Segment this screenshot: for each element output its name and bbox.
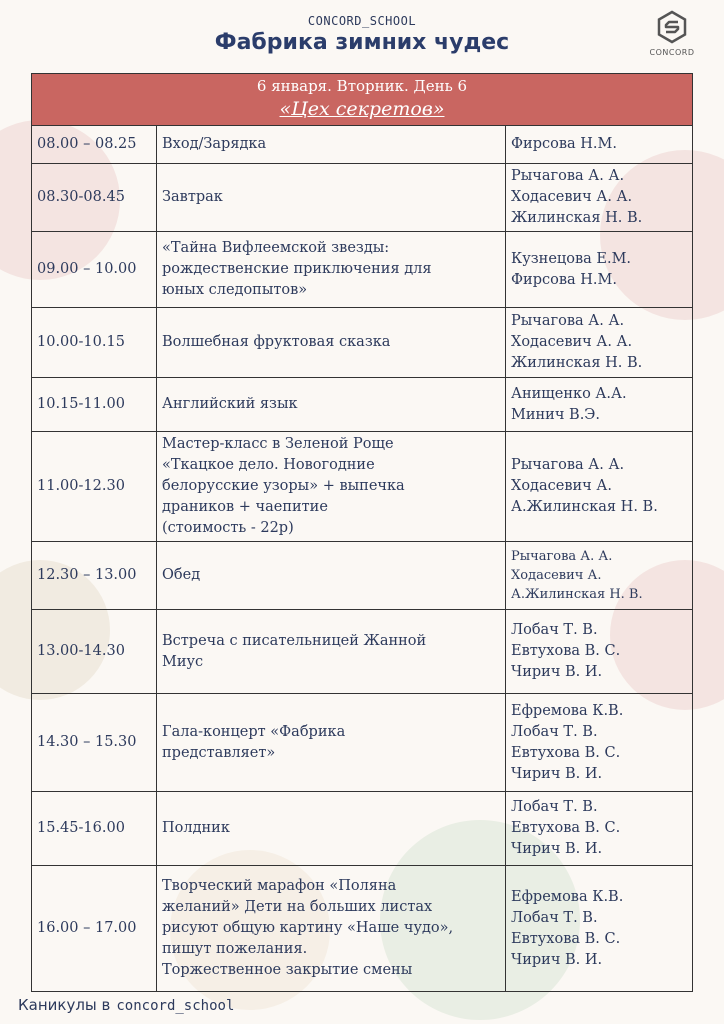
responsible-person: Евтухова В. С. [511, 820, 621, 836]
table-row [32, 164, 693, 232]
responsible-person: Рычагова А. А. [511, 457, 625, 473]
responsible-person: Лобач Т. В. [511, 723, 598, 740]
table-row [32, 378, 693, 432]
activity-line: Торжественное закрытие смены [162, 962, 413, 978]
table-row [32, 792, 693, 866]
responsible-person: Лобач Т. В. [511, 799, 598, 815]
activity-cell [157, 232, 506, 308]
table-row [32, 308, 693, 378]
responsible-cell [506, 792, 693, 866]
activity-cell [157, 432, 506, 542]
table-row [32, 610, 693, 694]
activity-line: Вход/Зарядка [162, 136, 267, 152]
table-row [32, 232, 693, 308]
responsible-person: Ходасевич А. А. [511, 334, 633, 350]
time-cell: 14.30 – 15.30 [32, 694, 157, 792]
activity-cell [157, 164, 506, 232]
responsible-cell [506, 164, 693, 232]
schedule-table [31, 73, 693, 992]
footer-label: Каникулы в [18, 996, 111, 1014]
responsible-cell [506, 694, 693, 792]
responsible-person: Ефремова К.В. [511, 702, 624, 719]
responsible-cell [506, 378, 693, 432]
activity-cell [157, 610, 506, 694]
responsible-person: Рычагова А. А. [511, 313, 625, 329]
responsible-cell [506, 126, 693, 164]
responsible-cell [506, 610, 693, 694]
activity-line: Обед [162, 567, 201, 583]
responsible-person: Фирсова Н.М. [511, 271, 617, 288]
activity-line: желаний» Дети на больших листах [162, 899, 433, 915]
responsible-person: Ходасевич А. [511, 568, 602, 583]
table-row [32, 126, 693, 164]
responsible-person: Кузнецова Е.М. [511, 250, 632, 267]
activity-line: рисуют общую картину «Наше чудо», [162, 920, 454, 936]
activity-cell [157, 542, 506, 610]
time-cell: 08.00 – 08.25 [32, 126, 157, 164]
time-cell: 13.00-14.30 [32, 610, 157, 694]
activity-cell [157, 694, 506, 792]
responsible-cell [506, 866, 693, 992]
responsible-person: Евтухова В. С. [511, 643, 621, 659]
schedule-header [32, 74, 693, 126]
activity-line: Творческий марафон «Поляна [162, 878, 397, 894]
activity-line: Завтрак [162, 189, 223, 205]
concord-logo-icon [655, 10, 689, 44]
responsible-person: Лобач Т. В. [511, 909, 598, 926]
responsible-cell [506, 432, 693, 542]
activity-line: «Ткацкое дело. Новогодние [162, 457, 375, 473]
activity-line: «Тайна Вифлеемской звезды: [162, 240, 390, 256]
responsible-person: Ефремова К.В. [511, 888, 624, 905]
responsible-person: Евтухова В. С. [511, 930, 621, 947]
concord-logo [648, 10, 696, 57]
table-row [32, 866, 693, 992]
responsible-cell [506, 232, 693, 308]
activity-line: представляет» [162, 744, 276, 761]
time-cell: 10.00-10.15 [32, 308, 157, 378]
responsible-cell [506, 542, 693, 610]
day-line: 6 января. Вторник. День 6 [256, 77, 468, 95]
footer [18, 996, 234, 1014]
time-cell: 10.15-11.00 [32, 378, 157, 432]
activity-line: белорусские узоры» + выпечка [162, 478, 405, 494]
activity-line: Английский язык [162, 396, 298, 412]
activity-cell [157, 126, 506, 164]
activity-line: юных следопытов» [162, 282, 308, 298]
responsible-person: Чирич В. И. [511, 664, 603, 680]
responsible-person: Ходасевич А. [511, 478, 612, 494]
table-row [32, 694, 693, 792]
responsible-cell [506, 308, 693, 378]
responsible-person: Минич В.Э. [511, 406, 601, 423]
time-cell: 12.30 – 13.00 [32, 542, 157, 610]
activity-line: Гала-концерт «Фабрика [162, 723, 346, 740]
activity-line: рождественские приключения для [162, 261, 432, 277]
time-cell: 16.00 – 17.00 [32, 866, 157, 992]
responsible-person: Чирич В. И. [511, 951, 603, 968]
time-cell: 08.30-08.45 [32, 164, 157, 232]
activity-cell [157, 308, 506, 378]
schedule-header-row [32, 74, 693, 126]
responsible-person: Чирич В. И. [511, 765, 603, 782]
responsible-person: Евтухова В. С. [511, 744, 621, 761]
logo-caption: CONCORD [649, 48, 695, 57]
responsible-person: Жилинская Н. В. [511, 210, 643, 226]
footer-handle: concord_school [116, 998, 235, 1014]
activity-line: пишут пожелания. [162, 941, 308, 957]
responsible-person: Чирич В. И. [511, 841, 603, 857]
responsible-person: А.Жилинская Н. В. [511, 499, 658, 515]
responsible-person: Ходасевич А. А. [511, 189, 633, 205]
activity-line: Полдник [162, 820, 230, 836]
activity-cell [157, 378, 506, 432]
responsible-person: Рычагова А. А. [511, 549, 613, 564]
day-theme: «Цех секретов» [279, 98, 445, 120]
activity-line: драников + чаепитие [162, 499, 328, 515]
activity-line: Мастер-класс в Зеленой Роще [162, 436, 394, 452]
activity-line: (стоимость - 22р) [162, 520, 294, 536]
responsible-person: Анищенко А.А. [511, 385, 627, 402]
time-cell: 11.00-12.30 [32, 432, 157, 542]
activity-cell [157, 866, 506, 992]
activity-line: Встреча с писательницей Жанной [162, 632, 427, 649]
brand-name: CONCORD_SCHOOL [307, 14, 417, 28]
table-row [32, 432, 693, 542]
responsible-person: А.Жилинская Н. В. [511, 587, 643, 602]
table-row [32, 542, 693, 610]
responsible-person: Фирсова Н.М. [511, 136, 617, 152]
responsible-person: Рычагова А. А. [511, 168, 625, 184]
responsible-person: Лобач Т. В. [511, 622, 598, 638]
responsible-person: Жилинская Н. В. [511, 355, 643, 371]
activity-line: Волшебная фруктовая сказка [162, 334, 391, 350]
activity-cell [157, 792, 506, 866]
activity-line: Миус [162, 653, 204, 670]
page-title: Фабрика зимних чудес [214, 30, 510, 55]
time-cell: 15.45-16.00 [32, 792, 157, 866]
time-cell: 09.00 – 10.00 [32, 232, 157, 308]
